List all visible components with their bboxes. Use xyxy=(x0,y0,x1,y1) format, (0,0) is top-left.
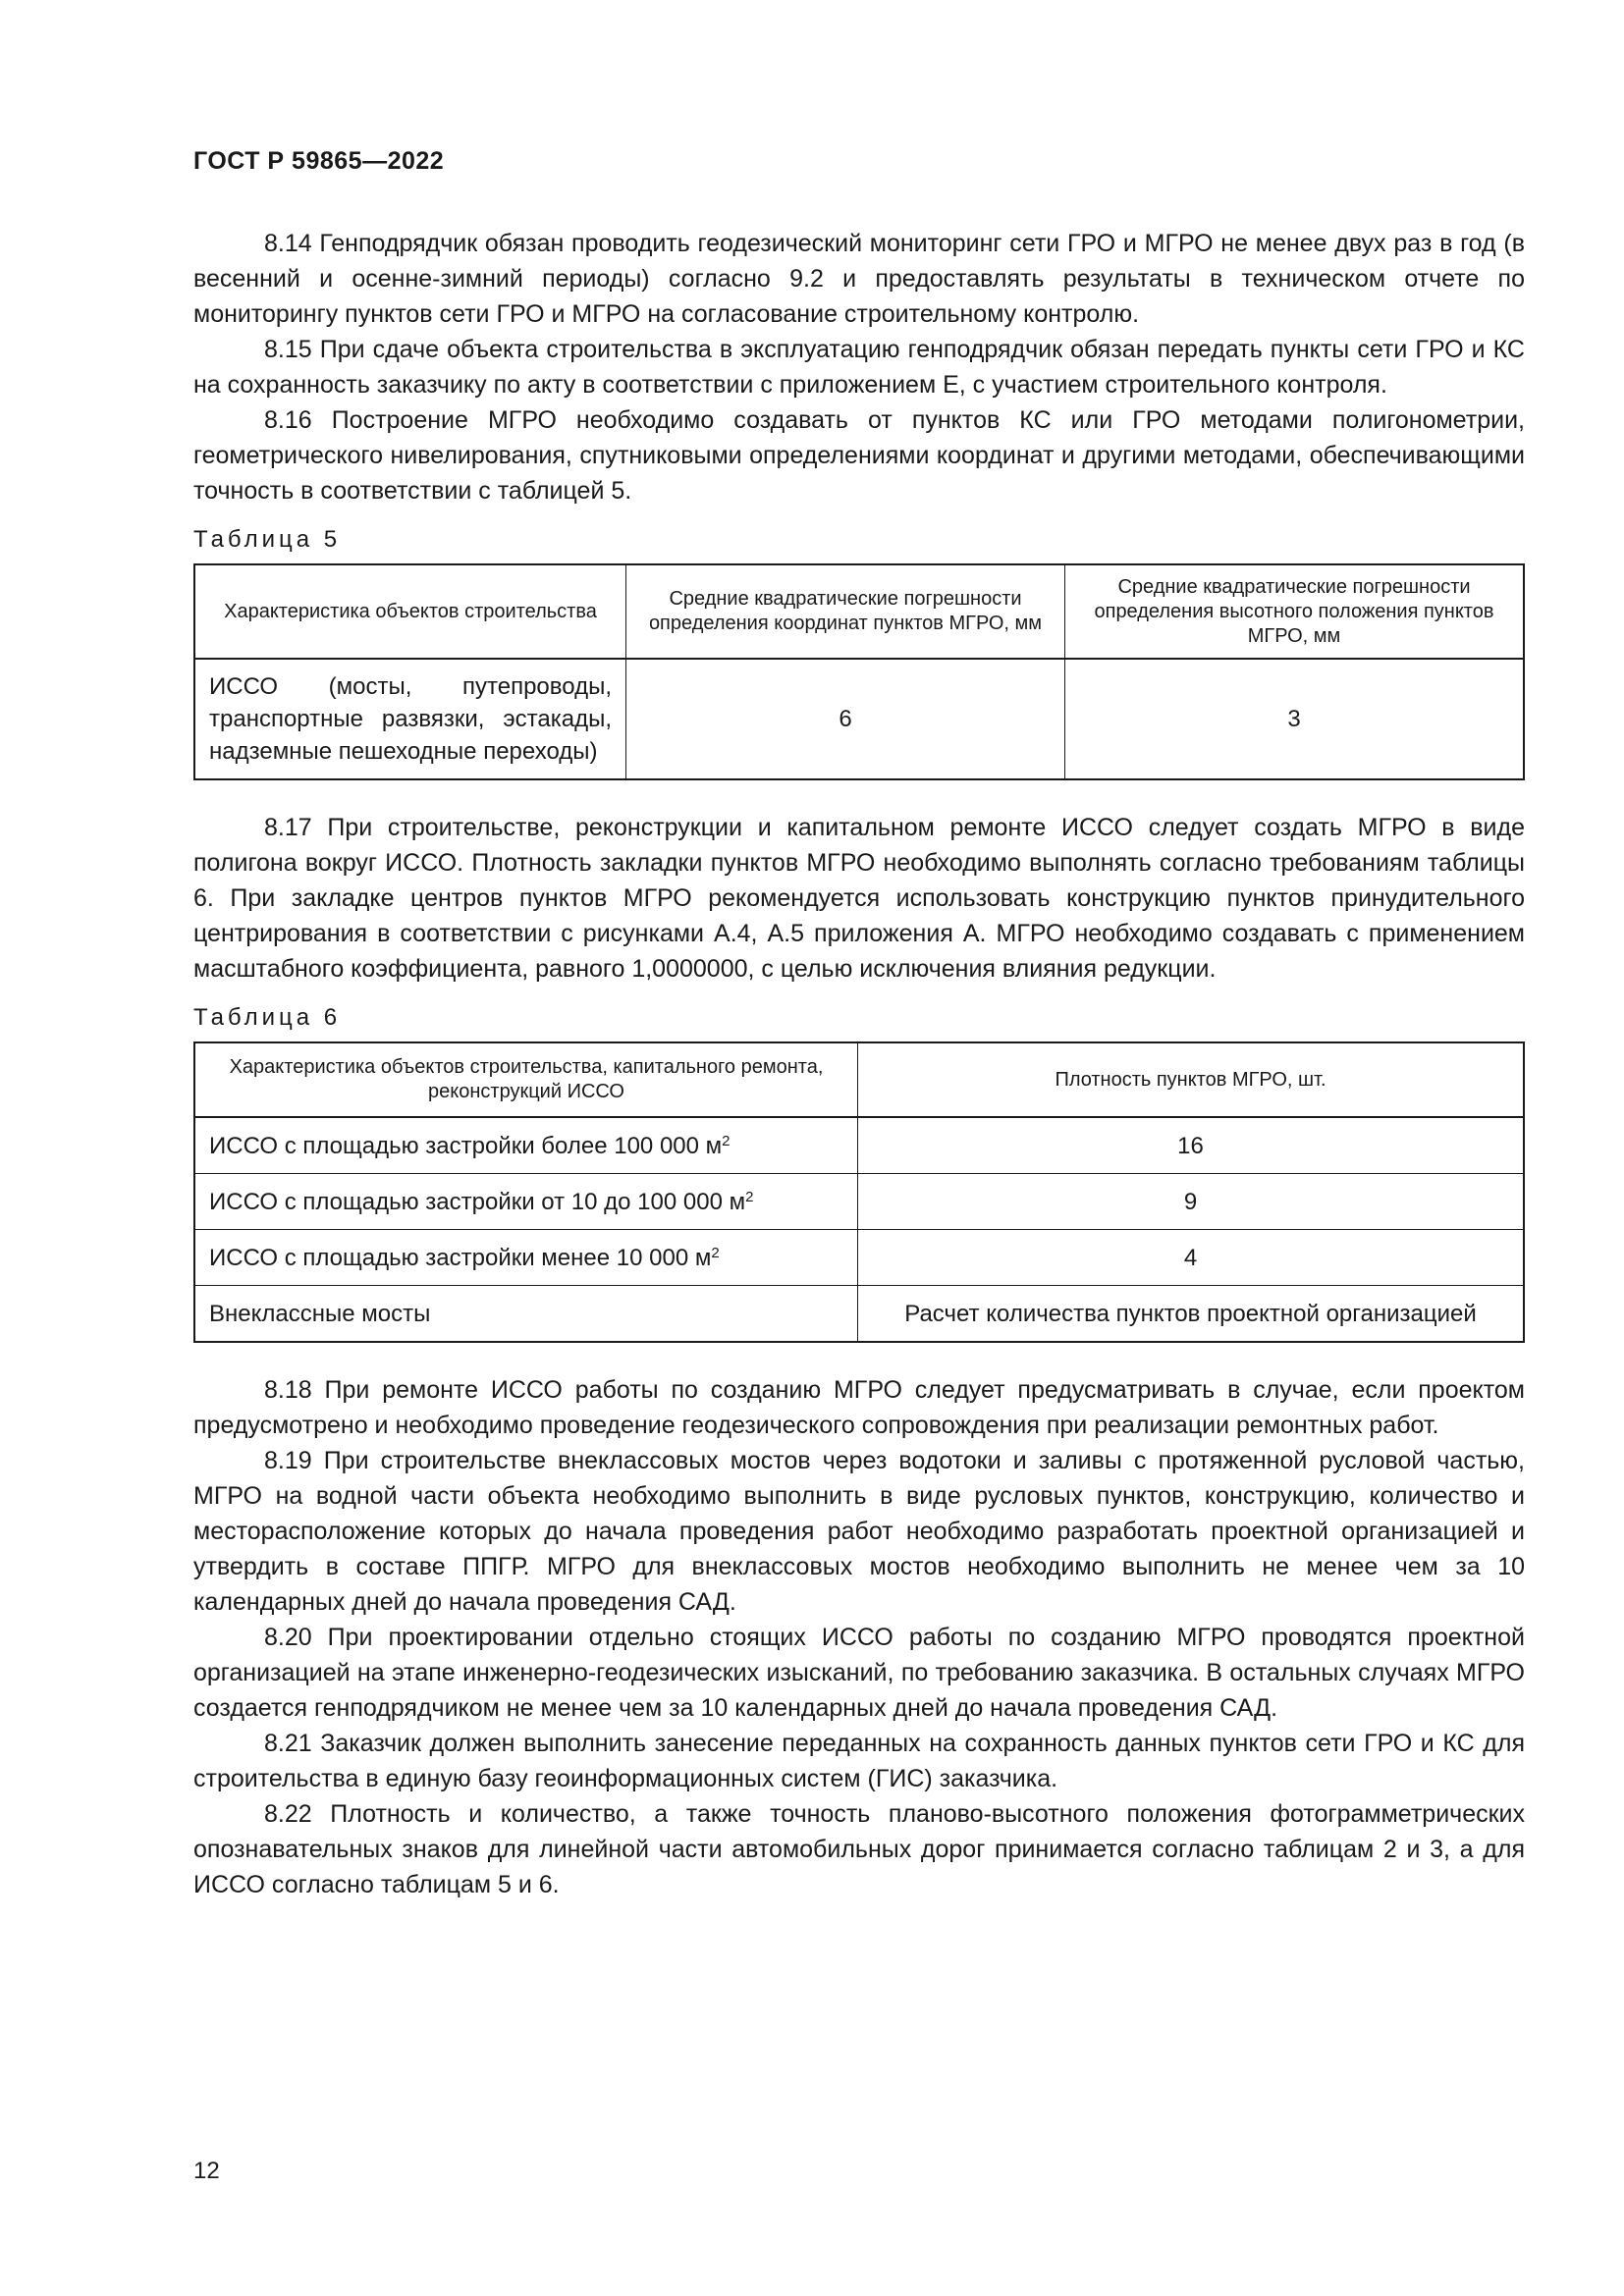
table-5-header-coord-error: Средние квадратические погрешности определения координат пунктов МГРО, мм xyxy=(626,564,1065,659)
superscript: 2 xyxy=(711,1244,720,1261)
table-5-header-objects: Характеристика объектов строительства xyxy=(194,564,626,659)
table-6-header-objects: Характеристика объектов строительства, капитального ремонта, реконструкций ИССО xyxy=(194,1042,858,1117)
document-body xyxy=(193,226,1525,1902)
table-6-cell-value: Расчет количества пунктов проектной организацией xyxy=(858,1286,1525,1343)
page-number: 12 xyxy=(193,2158,220,2184)
paragraph-8-20: 8.20 При проектировании отдельно стоящих ИССО работы по созданию МГРО проводятся проектной организацией на этапе инженерно-геодезических изысканий, по требованию заказчика. В остальных случаях МГРО создается генподрядчиком не менее чем за 10 календарных дней до начала проведения САД. xyxy=(193,1624,1525,1722)
paragraph-8-15: 8.15 При сдаче объекта строительства в эксплуатацию генподрядчик обязан передать пункты сети ГРО и КС на сохранность заказчику по акту в соответствии с приложением Е, с участием строительного контроля. xyxy=(193,336,1525,399)
table-row xyxy=(194,1174,1524,1230)
paragraph-8-14: 8.14 Генподрядчик обязан проводить геодезический мониторинг сети ГРО и МГРО не менее двух раз в год (в весенний и осенне-зимний периоды) согласно 9.2 и предоставлять результаты в техническом отчете по мониторингу пунктов сети ГРО и МГРО на согласование строительному контролю. xyxy=(193,230,1525,328)
table-5-cell-coord: 6 xyxy=(626,659,1065,779)
table-header-row xyxy=(194,564,1524,659)
paragraph-8-18: 8.18 При ремонте ИССО работы по созданию МГРО следует предусматривать в случае, если проектом предусмотрено и необходимо проведение геодезического сопровождения при реализации ремонтных работ. xyxy=(193,1376,1525,1439)
document-code: ГОСТ Р 59865—2022 xyxy=(193,147,445,175)
table-header-row xyxy=(194,1042,1524,1117)
table-6-cell-value: 16 xyxy=(858,1117,1525,1174)
table-5-cell-height: 3 xyxy=(1065,659,1525,779)
paragraph-8-21: 8.21 Заказчик должен выполнить занесение переданных на сохранность данных пунктов сети ГРО и КС для строительства в единую базу геоинформационных систем (ГИС) заказчика. xyxy=(193,1730,1525,1792)
table-6 xyxy=(193,1041,1525,1343)
table-6-cell-object: Внеклассные мосты xyxy=(194,1286,858,1343)
table-row xyxy=(194,1117,1524,1174)
table-5 xyxy=(193,563,1525,780)
superscript: 2 xyxy=(722,1132,731,1149)
table-5-caption: Таблица 5 xyxy=(193,526,342,553)
paragraph-8-16: 8.16 Построение МГРО необходимо создавать от пунктов КС или ГРО методами полигонометрии, геометрического нивелирования, спутниковыми определениями координат и другими методами, обеспечивающими точность в соответствии с таблицей 5. xyxy=(193,406,1525,505)
paragraph-8-19: 8.19 При строительстве внеклассовых мостов через водотоки и заливы с протяженной русловой частью, МГРО на водной части объекта необходимо выполнить в виде русловых пунктов, конструкцию, количество и месторасположение которых до начала проведения работ необходимо разработать проектной организацией и утвердить в составе ППГР. МГРО для внеклассовых мостов необходимо выполнить не менее чем за 10 календарных дней до начала проведения САД. xyxy=(193,1447,1525,1616)
paragraph-8-17: 8.17 При строительстве, реконструкции и капитальном ремонте ИССО следует создать МГРО в виде полигона вокруг ИССО. Плотность закладки пунктов МГРО необходимо выполнять согласно требованиям таблицы 6. При закладке центров пунктов МГРО рекомендуется использовать конструкцию пунктов принудительного центрирования в соответствии с рисунками А.4, А.5 приложения А. МГРО необходимо создавать с применением масштабного коэффициента, равного 1,0000000, с целью исключения влияния редукции. xyxy=(193,814,1525,983)
table-row xyxy=(194,659,1524,779)
table-row xyxy=(194,1230,1524,1286)
table-6-caption: Таблица 6 xyxy=(193,1004,342,1031)
table-6-cell-object: ИССО с площадью застройки более 100 000 $м^2$ xyxy=(194,1117,858,1174)
table-5-header-height-error: Средние квадратические погрешности определения высотного положения пунктов МГРО, мм xyxy=(1065,564,1525,659)
table-6-cell-value: 4 xyxy=(858,1230,1525,1286)
table-row xyxy=(194,1286,1524,1343)
paragraph-8-22: 8.22 Плотность и количество, а также точность планово-высотного положения фотограмметрических опознавательных знаков для линейной части автомобильных дорог принимается согласно таблицам 2 и 3, а для ИССО согласно таблицам 5 и 6. xyxy=(193,1800,1525,1898)
table-6-cell-value: 9 xyxy=(858,1174,1525,1230)
table-6-cell-object: ИССО с площадью застройки от 10 до 100 000 $м^2$ xyxy=(194,1174,858,1230)
superscript: 2 xyxy=(745,1188,754,1205)
table-5-cell-object: ИССО (мосты, путепроводы, транспортные развязки, эстакады, надземные пешеходные переходы) xyxy=(194,659,626,779)
table-6-cell-object: ИССО с площадью застройки менее 10 000 $м^2$ xyxy=(194,1230,858,1286)
table-6-header-density: Плотность пунктов МГРО, шт. xyxy=(858,1042,1525,1117)
